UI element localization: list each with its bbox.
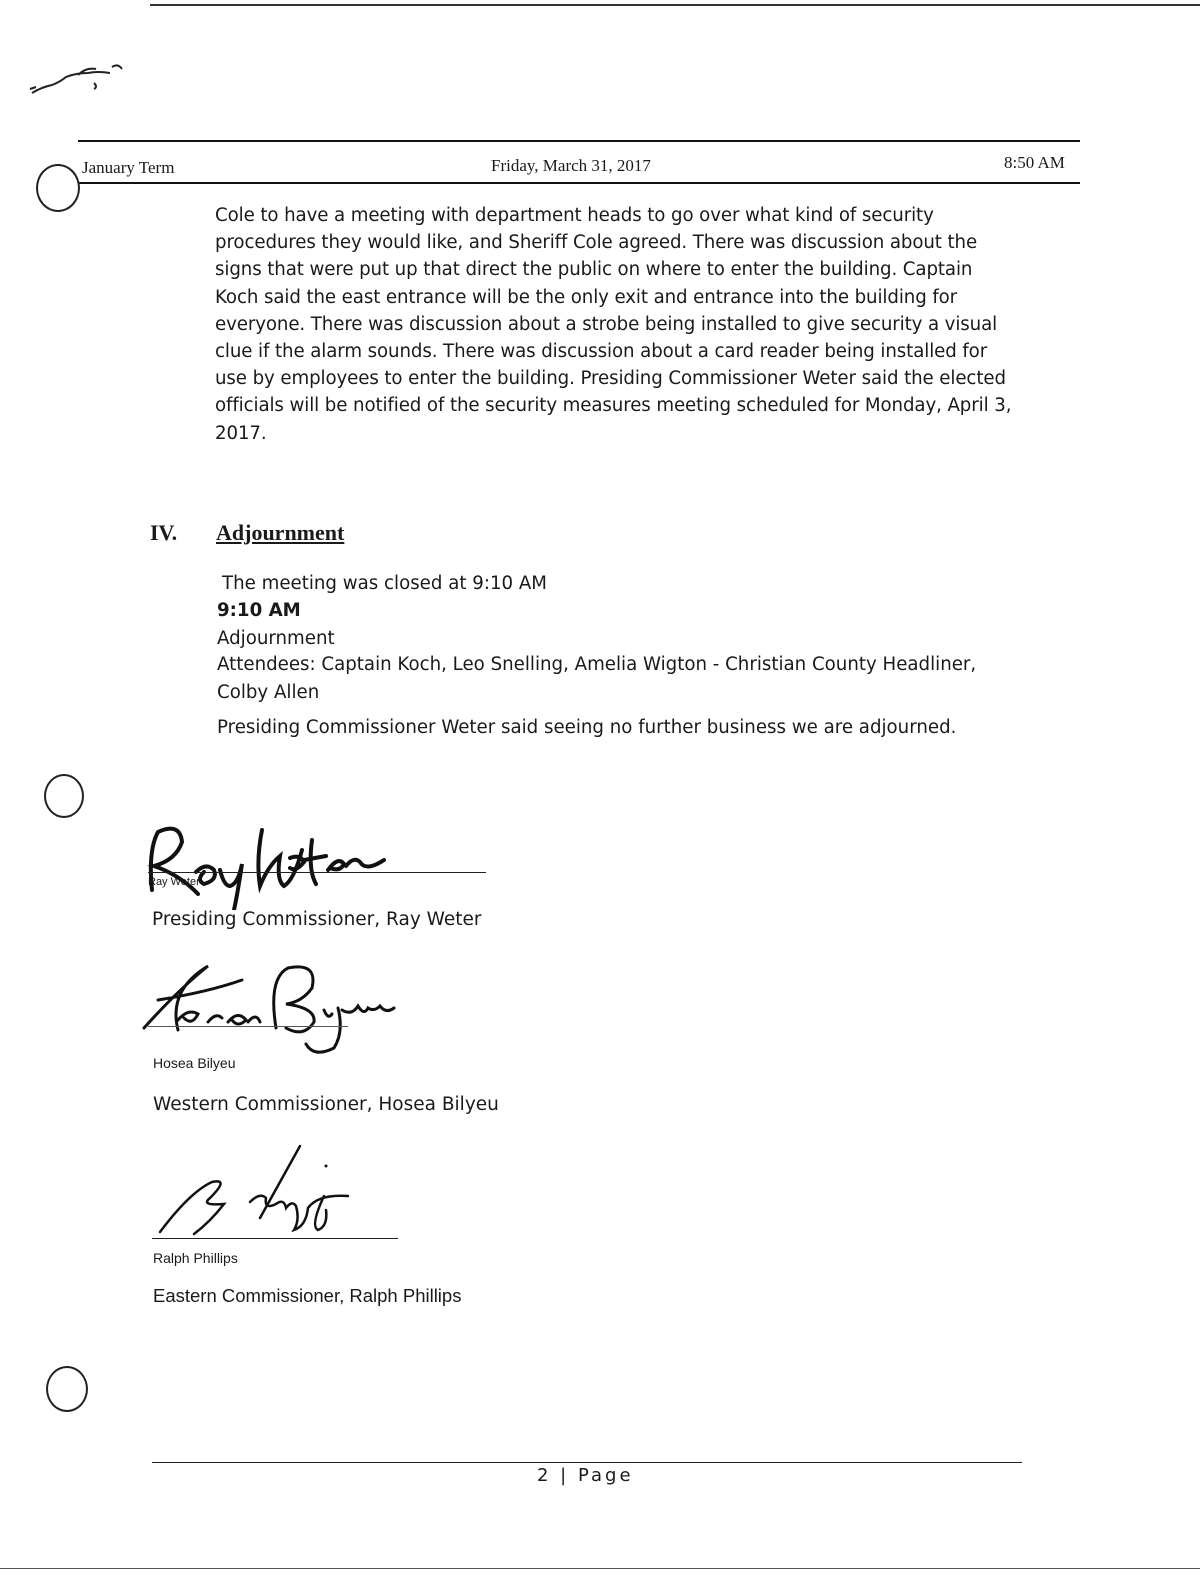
punch-hole-top bbox=[36, 164, 80, 212]
meeting-date: Friday, March 31, 2017 bbox=[491, 156, 651, 175]
signature-ray-weter bbox=[140, 820, 440, 910]
signer-title-1: Presiding Commissioner, Ray Weter bbox=[152, 909, 482, 930]
discussion-paragraph: Cole to have a meeting with department heads to go over what kind of security procedures they would like, and Sheriff Cole agreed. There was discussion about the signs that were put up that direct the public on where to enter the building. Captain Koch said the east entrance will be the only exit and entrance into the building for everyone. There was discussion about a strobe being installed to give security a visual clue if the alarm sounds. There was discussion about a card reader being installed for use by employees to enter the building. Presiding Commissioner Weter said the elected officials will be notified of the security measures meeting scheduled for Monday, April 3, 2017. bbox=[215, 205, 1012, 444]
printed-name-3: Ralph Phillips bbox=[153, 1250, 238, 1266]
scan-mark bbox=[28, 55, 138, 100]
signature-line-1 bbox=[148, 872, 486, 873]
footer-rule bbox=[152, 1462, 1022, 1463]
signature-ralph-phillips bbox=[150, 1142, 400, 1242]
signature-line-3 bbox=[152, 1238, 398, 1239]
attendees-line-2: Colby Allen bbox=[217, 682, 320, 703]
printed-name-2: Hosea Bilyeu bbox=[153, 1055, 236, 1071]
section-number: IV. bbox=[150, 520, 178, 545]
agenda-item: Adjournment bbox=[217, 628, 335, 649]
signature-hosea-bilyeu bbox=[138, 960, 438, 1055]
adjourned-statement: Presiding Commissioner Weter said seeing no further business we are adjourned. bbox=[217, 717, 957, 738]
header-bottom-rule bbox=[78, 182, 1080, 184]
meeting-time: 8:50 AM bbox=[1004, 153, 1065, 172]
term-label: January Term bbox=[82, 158, 175, 177]
page-footer: 2 | Page bbox=[537, 1465, 634, 1486]
printed-name-1: Ray Weter bbox=[148, 876, 200, 888]
page-label: Page bbox=[577, 1465, 634, 1486]
punch-hole-middle bbox=[44, 774, 84, 818]
page-number: 2 bbox=[537, 1465, 552, 1486]
signer-title-2: Western Commissioner, Hosea Bilyeu bbox=[153, 1094, 499, 1115]
section-title: Adjournment bbox=[216, 520, 345, 545]
signature-line-2 bbox=[148, 1026, 348, 1027]
scan-edge-rule bbox=[150, 4, 1200, 6]
agenda-time: 9:10 AM bbox=[217, 600, 301, 621]
attendees-line-1: Attendees: Captain Koch, Leo Snelling, Amelia Wigton - Christian County Headliner, bbox=[217, 654, 977, 675]
punch-hole-bottom bbox=[46, 1366, 88, 1412]
meeting-closed-note: The meeting was closed at 9:10 AM bbox=[222, 573, 548, 594]
header-top-rule bbox=[78, 140, 1080, 142]
signer-title-3: Eastern Commissioner, Ralph Phillips bbox=[153, 1285, 462, 1306]
scan-bottom-rule bbox=[0, 1568, 1200, 1569]
